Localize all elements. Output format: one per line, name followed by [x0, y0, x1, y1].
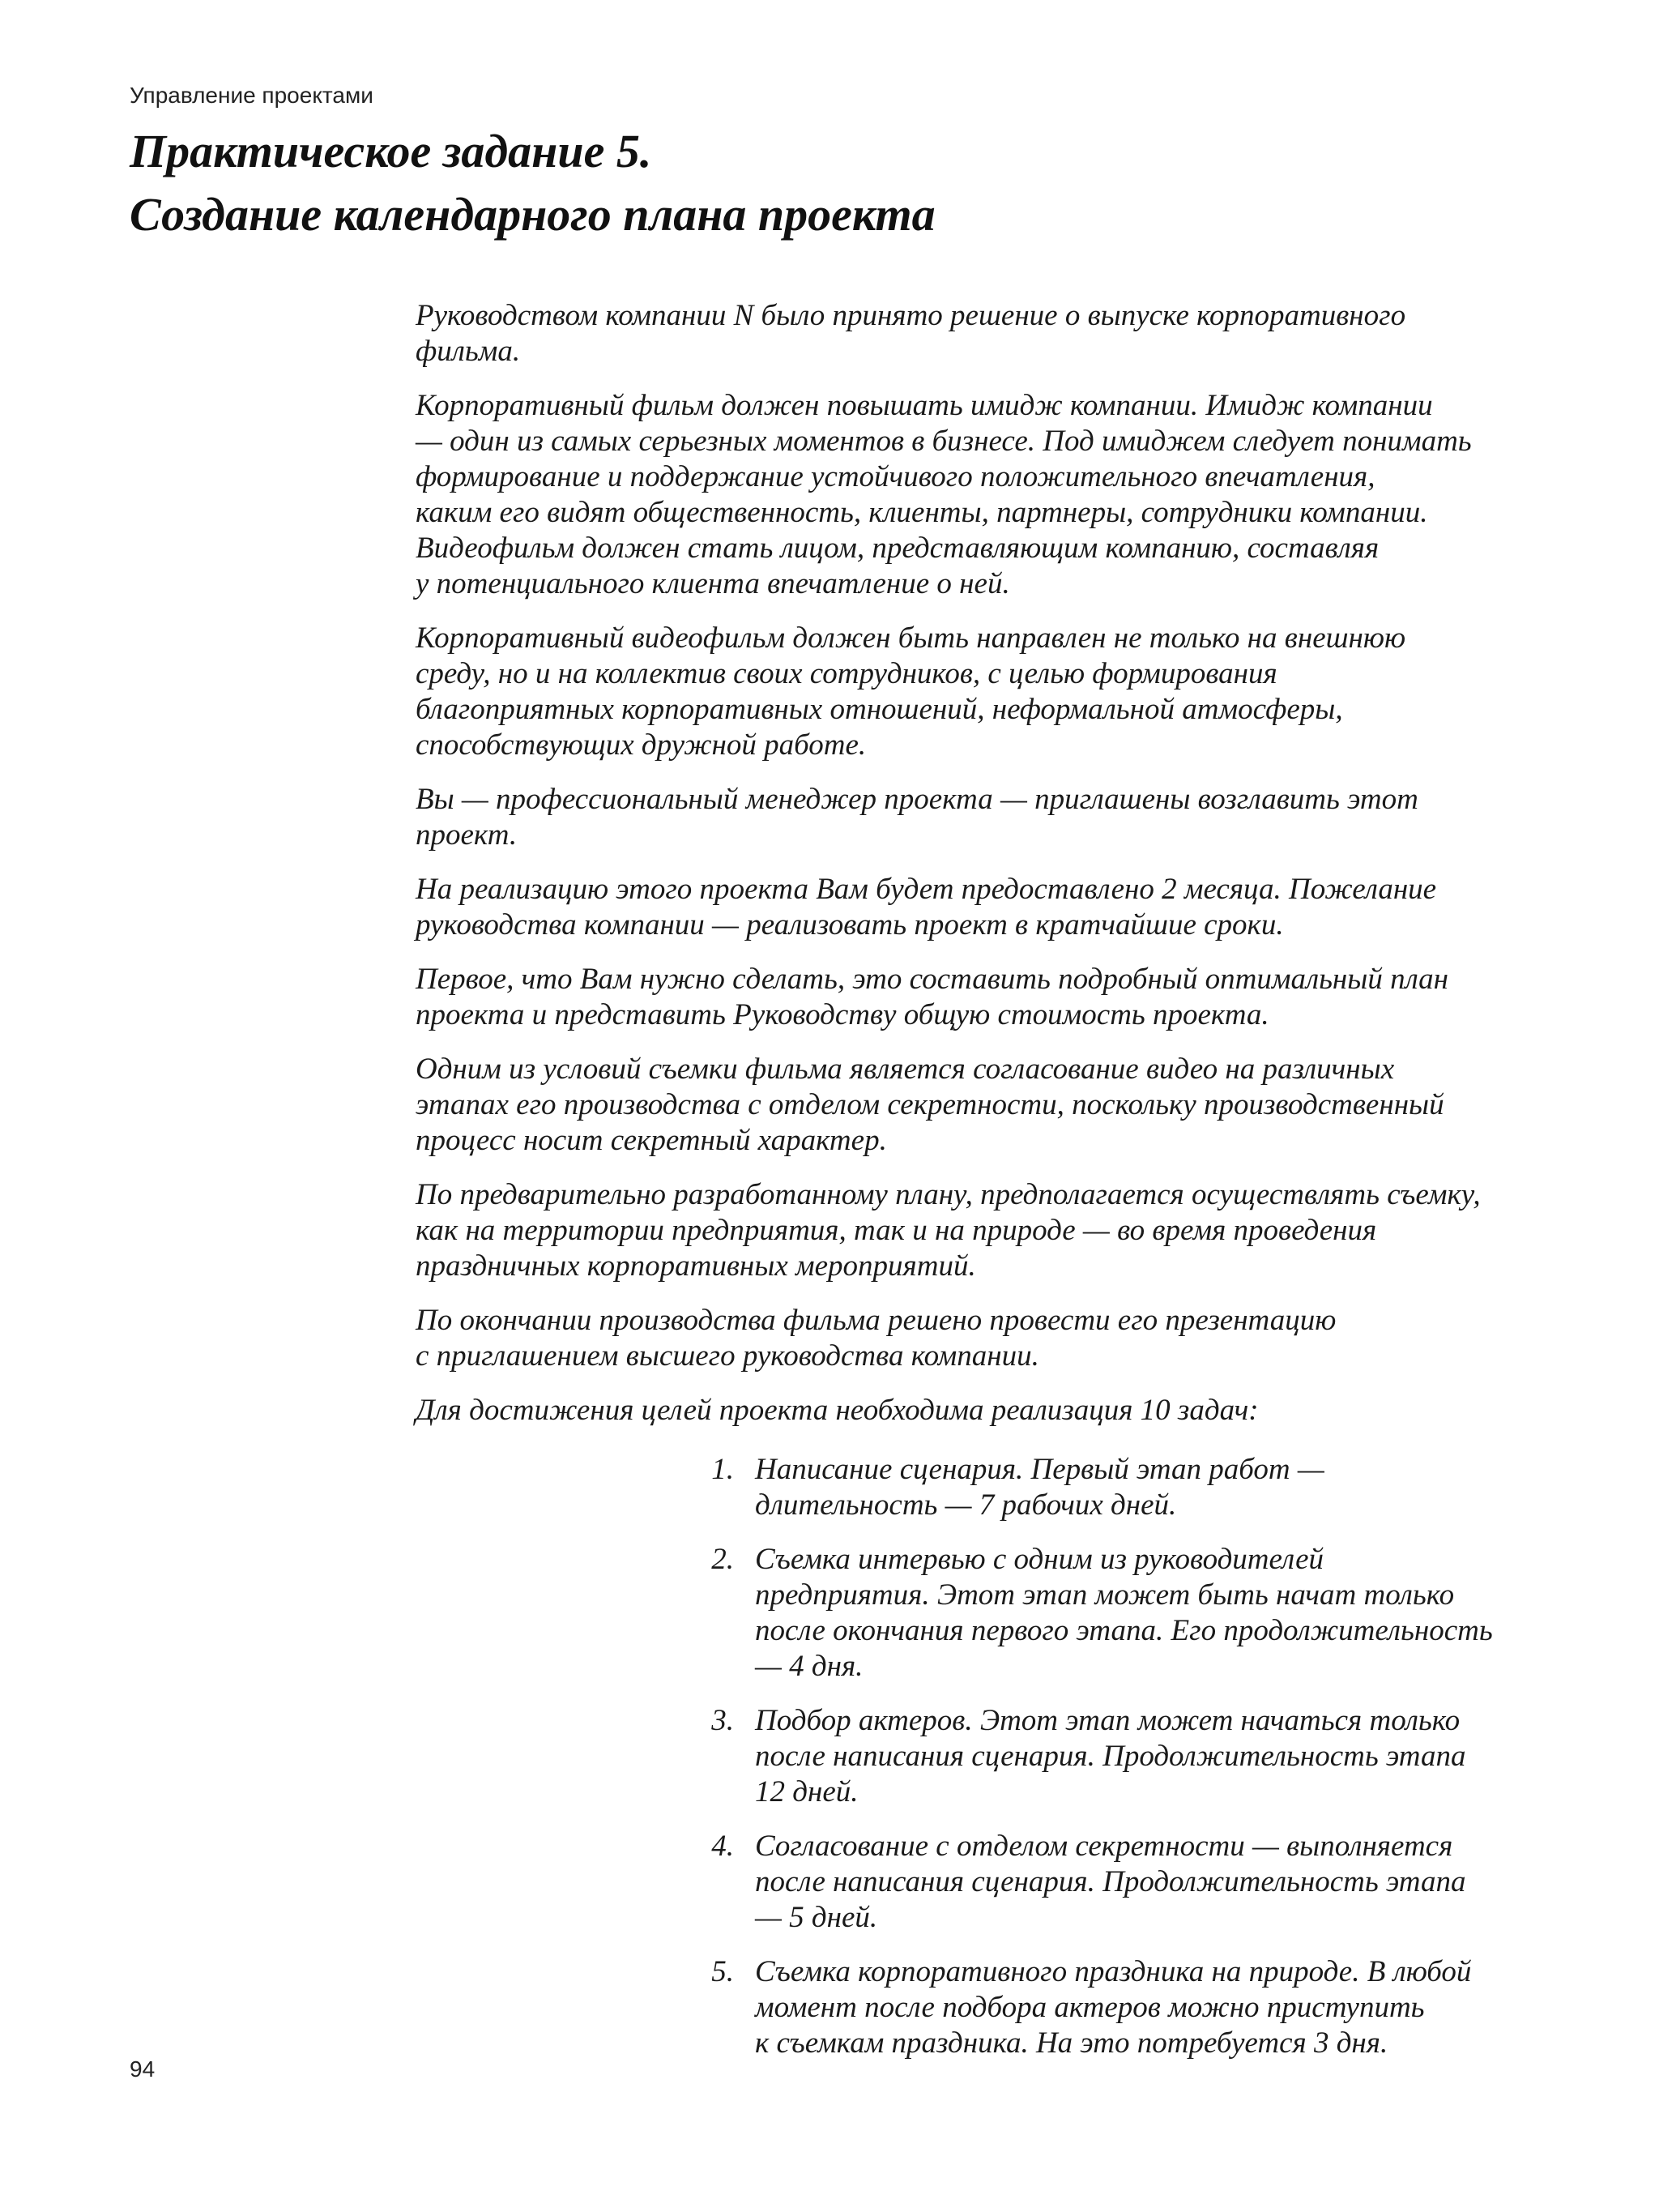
list-item-line: Съемка интервью с одним из руководителей — [755, 1543, 1324, 1576]
list-item-line: 12 дней. — [755, 1775, 859, 1808]
paragraph-line: у потенциального клиента впечатление о ней. — [416, 567, 1010, 600]
list-item — [705, 1542, 1596, 1685]
list-item-line: Съемка корпоративного праздника на природе. В любой — [755, 1955, 1472, 1988]
list-item-line: длительность — 7 рабочих дней. — [755, 1488, 1177, 1522]
paragraph-line: На реализацию этого проекта Вам будет предоставлено 2 месяца. Пожелание — [416, 873, 1437, 906]
paragraph-line: способствующих дружной работе. — [416, 728, 867, 762]
body-text — [416, 298, 1550, 1447]
task-list — [705, 1452, 1596, 2080]
page-title — [130, 120, 936, 246]
paragraph-line: фильма. — [416, 335, 521, 368]
list-item-number: 3. — [711, 1704, 734, 1737]
list-item-line: — 5 дней. — [755, 1901, 878, 1934]
list-item — [705, 1452, 1596, 1523]
paragraph-line: — один из самых серьезных моментов в бизнесе. Под имиджем следует понимать — [416, 425, 1472, 458]
paragraph-line: Корпоративный видеофильм должен быть направлен не только на внешнюю — [416, 621, 1406, 655]
list-item-number: 2. — [711, 1543, 734, 1576]
list-item — [705, 1954, 1596, 2061]
list-item-number: 5. — [711, 1955, 734, 1988]
list-item-line: после написания сценария. Продолжительность этапа — [755, 1865, 1466, 1898]
paragraph — [416, 1177, 1550, 1284]
paragraph — [416, 1303, 1550, 1374]
paragraph — [416, 1052, 1550, 1159]
paragraph — [416, 298, 1550, 369]
paragraph-line: этапах его производства с отделом секретности, поскольку производственный — [416, 1088, 1444, 1121]
list-item-line: — 4 дня. — [755, 1650, 864, 1683]
paragraph-line: проект. — [416, 818, 518, 852]
paragraph-line: По предварительно разработанному плану, предполагается осуществлять съемку, — [416, 1178, 1481, 1211]
paragraph-line: проекта и представить Руководству общую стоимость проекта. — [416, 998, 1269, 1031]
running-header: Управление проектами — [130, 83, 373, 108]
page-title-line-2: Создание календарного плана проекта — [130, 188, 936, 241]
list-item-line: к съемкам праздника. На это потребуется 3 дня. — [755, 2026, 1388, 2060]
paragraph-line: среду, но и на коллектив своих сотрудников, с целью формирования — [416, 657, 1277, 690]
list-item-line: после написания сценария. Продолжительность этапа — [755, 1740, 1466, 1773]
paragraph-line: Видеофильм должен стать лицом, представляющим компанию, составляя — [416, 532, 1380, 565]
paragraph-line: Корпоративный фильм должен повышать имидж компании. Имидж компании — [416, 389, 1433, 422]
paragraph-line: формирование и поддержание устойчивого положительного впечатления, — [416, 460, 1375, 493]
list-item-number: 4. — [711, 1830, 734, 1863]
paragraph-line: По окончании производства фильма решено провести его презентацию — [416, 1304, 1337, 1337]
list-item-line: Написание сценария. Первый этап работ — — [755, 1453, 1324, 1486]
list-item-line: Согласование с отделом секретности — выполняется — [755, 1830, 1453, 1863]
list-item — [705, 1703, 1596, 1810]
paragraph-line: Руководством компании N было принято решение о выпуске корпоративного — [416, 299, 1406, 332]
paragraph-line: Первое, что Вам нужно сделать, это составить подробный оптимальный план — [416, 963, 1449, 996]
list-item — [705, 1829, 1596, 1936]
paragraph — [416, 388, 1550, 602]
paragraph-line: каким его видят общественность, клиенты, партнеры, сотрудники компании. — [416, 496, 1428, 529]
paragraph-line: процесс носит секретный характер. — [416, 1124, 887, 1157]
paragraph-line: с приглашением высшего руководства компании. — [416, 1339, 1039, 1373]
paragraph-line: благоприятных корпоративных отношений, неформальной атмосферы, — [416, 693, 1343, 726]
list-item-line: момент после подбора актеров можно приступить — [755, 1991, 1425, 2024]
paragraph — [416, 1393, 1550, 1428]
paragraph-line: праздничных корпоративных мероприятий. — [416, 1249, 976, 1283]
paragraph-line: как на территории предприятия, так и на природе — во время проведения — [416, 1214, 1377, 1247]
list-item-line: Подбор актеров. Этот этап может начаться только — [755, 1704, 1461, 1737]
list-item-number: 1. — [711, 1453, 734, 1486]
paragraph-line: Одним из условий съемки фильма является согласование видео на различных — [416, 1053, 1395, 1086]
page-title-line-1: Практическое задание 5. — [130, 125, 652, 177]
paragraph — [416, 621, 1550, 763]
paragraph — [416, 872, 1550, 943]
list-item-line: после окончания первого этапа. Его продолжительность — [755, 1614, 1493, 1647]
page-number: 94 — [130, 2056, 156, 2082]
paragraph-line: Для достижения целей проекта необходима реализация 10 задач: — [416, 1394, 1259, 1427]
paragraph-line: руководства компании — реализовать проект в кратчайшие сроки. — [416, 908, 1284, 942]
paragraph — [416, 962, 1550, 1033]
list-item-line: предприятия. Этот этап может быть начат только — [755, 1578, 1455, 1612]
paragraph-line: Вы — профессиональный менеджер проекта — приглашены возглавить этот — [416, 783, 1418, 816]
paragraph — [416, 782, 1550, 853]
